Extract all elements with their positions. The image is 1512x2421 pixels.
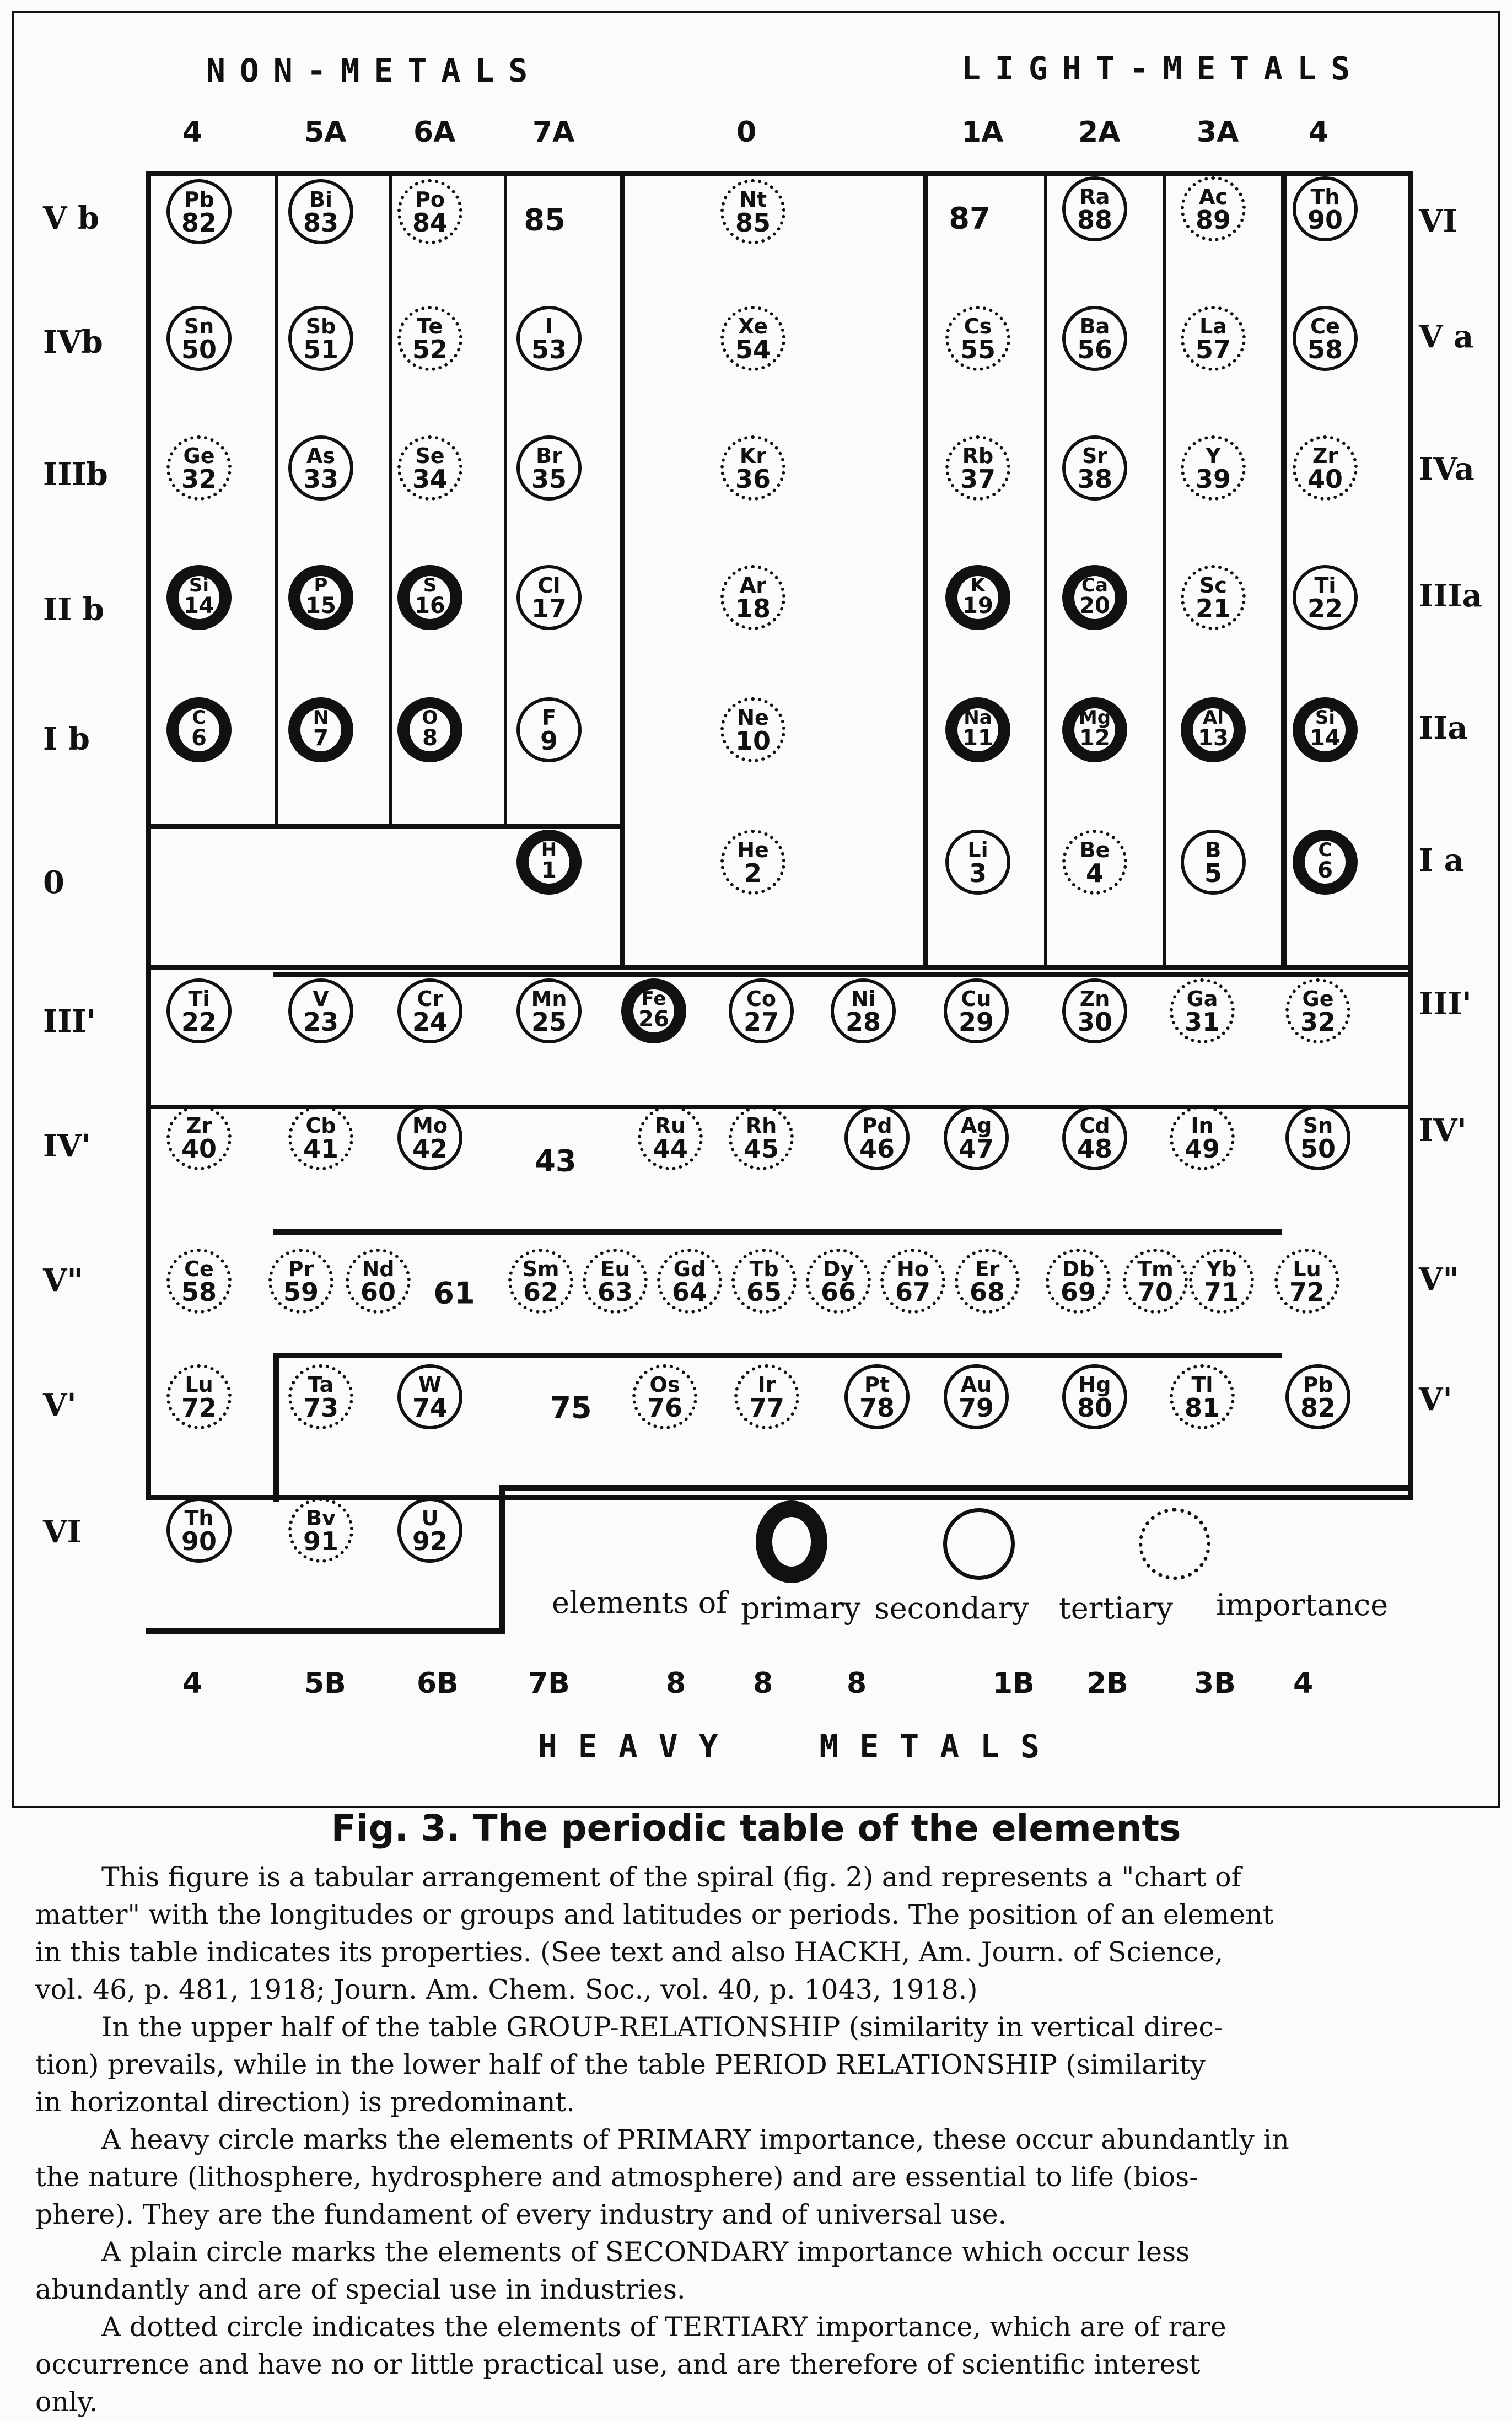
element-sr-38: Sr 38 [1062,435,1127,501]
element-ce-58: Ce 58 [166,1249,232,1314]
right-row-label: IVa [1419,451,1475,487]
element-os-76: Os 76 [632,1364,697,1429]
caption-line: tion) prevails, while in the lower half of the table PERIOD RELATIONSHIP (similarity [35,2049,1206,2080]
top-group-label: 6A [413,116,456,149]
left-row-label: V" [43,1262,83,1299]
element-tb-65: Tb 65 [731,1249,797,1314]
group3a-rule [1163,171,1166,970]
top-group-label: 5A [304,116,347,149]
caption-line: In the upper half of the table GROUP-RELATIONSHIP (similarity in vertical direc- [101,2011,1223,2043]
element-pb-82: Pb 82 [166,179,232,244]
element-43-label: 43 [535,1143,577,1179]
vi-bottom-rule [146,1628,505,1634]
element-sc-21: Sc 21 [1181,565,1246,630]
element-si-14: Si 14 [1293,697,1358,762]
header-heavy-metals: HEAVY METALS [538,1728,1061,1765]
bottom-group-label: 2B [1086,1667,1128,1700]
element-ti-22: Ti 22 [166,978,232,1043]
element-ag-47: Ag 47 [944,1105,1009,1170]
element-cb-41: Cb 41 [288,1105,353,1170]
noble-right-rule [923,171,928,970]
element-gd-64: Gd 64 [657,1249,722,1314]
element-th-90: Th 90 [1293,176,1358,241]
right-row-label: VI [1419,203,1457,239]
element-ni-28: Ni 28 [831,978,896,1043]
element-kr-36: Kr 36 [720,435,785,501]
legend-secondary-label: secondary [874,1591,1029,1626]
header-light-metals: LIGHT-METALS [961,50,1365,87]
legend-tertiary-circle [1139,1508,1210,1580]
element-se-34: Se 34 [397,435,462,501]
top-group-label: 1A [961,116,1004,149]
group7a-rule [504,171,507,827]
right-row-label: I a [1419,842,1464,879]
element-i-53: I 53 [516,306,582,371]
caption-paragraph [35,1859,1479,2009]
caption-line: A heavy circle marks the elements of PRIMARY importance, these occur abundantly in [101,2124,1289,2155]
caption-paragraph [35,2234,1479,2309]
element-zn-30: Zn 30 [1062,978,1127,1043]
element-k-19: K 19 [945,565,1010,630]
element-nd-60: Nd 60 [346,1249,411,1314]
element-p-15: P 15 [288,565,353,630]
legend-primary-label: primary [741,1591,861,1626]
element-li-3: Li 3 [945,830,1010,895]
element-xe-54: Xe 54 [720,306,785,371]
left-row-label: V b [43,200,100,236]
caption-line: matter" with the longitudes or groups and latitudes or periods. The position of an element [35,1899,1274,1930]
caption-paragraph [35,2309,1479,2421]
legend-top-rule [499,1485,1413,1491]
legend-left-rule [499,1485,505,1634]
element-as-33: As 33 [288,435,353,501]
bottom-group-label: 4 [1293,1667,1314,1700]
top-group-label: 7A [532,116,575,149]
element-na-11: Na 11 [945,697,1010,762]
caption-line: A dotted circle indicates the elements of TERTIARY importance, which are of rare [101,2311,1226,2343]
element-yb-71: Yb 71 [1189,1249,1254,1314]
right-row-label: IIa [1419,710,1468,746]
left-row-label: IIIb [43,456,108,493]
element-te-52: Te 52 [397,306,462,371]
element-fe-26: Fe 26 [621,978,686,1043]
element-ge-32: Ge 32 [166,435,232,501]
element-ra-88: Ra 88 [1062,176,1127,241]
row3-top-rule [273,972,1413,977]
caption-line: phere). They are the fundament of every industry and of universal use. [35,2199,1007,2230]
top-group-label: 0 [736,116,757,149]
element-ne-10: Ne 10 [720,697,785,762]
legend-elements-of: elements of [552,1585,728,1620]
left-row-label: IVb [43,324,103,361]
element-he-2: He 2 [720,830,785,895]
element-al-13: Al 13 [1181,697,1246,762]
element-ru-44: Ru 44 [638,1105,703,1170]
element-th-90: Th 90 [166,1498,232,1563]
element-s-16: S 16 [397,565,462,630]
element-mo-42: Mo 42 [397,1105,462,1170]
element-ga-31: Ga 31 [1170,978,1235,1043]
caption-line: in horizontal direction) is predominant. [35,2086,575,2118]
element-n-7: N 7 [288,697,353,762]
left-row-label: VI [43,1514,82,1550]
element-o-8: O 8 [397,697,462,762]
element-pt-78: Pt 78 [844,1364,910,1429]
vi-left-rule [273,1353,279,1502]
element-dy-66: Dy 66 [806,1249,871,1314]
element-f-9: F 9 [516,697,582,762]
left-row-label: 0 [43,864,64,901]
caption-line: abundantly and are of special use in industries. [35,2274,686,2305]
left-row-label: IV' [43,1128,91,1164]
element-be-4: Be 4 [1062,830,1127,895]
element-db-69: Db 69 [1046,1249,1111,1314]
caption-line: occurrence and have no or little practical use, and are therefore of scientific interest [35,2349,1201,2380]
element-lu-72: Lu 72 [166,1364,232,1429]
element-sn-50: Sn 50 [1285,1105,1350,1170]
element-sn-50: Sn 50 [166,306,232,371]
caption-line: only. [35,2386,98,2418]
bottom-group-label: 7B [528,1667,570,1700]
element-rb-37: Rb 37 [945,435,1010,501]
top-group-label: 3A [1197,116,1239,149]
element-ca-20: Ca 20 [1062,565,1127,630]
bottom-group-label: 8 [666,1667,686,1700]
element-pb-82: Pb 82 [1285,1364,1350,1429]
element-c-6: C 6 [1293,830,1358,895]
element-in-49: In 49 [1170,1105,1235,1170]
bottom-group-label: 5B [304,1667,346,1700]
element-er-68: Er 68 [955,1249,1020,1314]
element-c-6: C 6 [166,697,232,762]
element-lu-72: Lu 72 [1274,1249,1339,1314]
element-au-79: Au 79 [944,1364,1009,1429]
group5a-rule [275,171,278,827]
element-cr-24: Cr 24 [397,978,462,1043]
element-ge-32: Ge 32 [1285,978,1350,1043]
legend-secondary-circle [943,1508,1015,1580]
element-rh-45: Rh 45 [729,1105,794,1170]
element-tm-70: Tm 70 [1123,1249,1188,1314]
caption-title: Fig. 3. The periodic table of the elements [331,1807,1181,1849]
element-ta-73: Ta 73 [288,1364,353,1429]
element-tl-81: Tl 81 [1170,1364,1235,1429]
caption-paragraph [35,2121,1479,2234]
nonmetal-bottom-rule [146,824,625,829]
legend-tertiary-label: tertiary [1059,1591,1173,1626]
element-bi-83: Bi 83 [288,179,353,244]
element-ir-77: Ir 77 [734,1364,799,1429]
element-hg-80: Hg 80 [1062,1364,1127,1429]
group2a-rule [1044,171,1047,970]
element-mg-12: Mg 12 [1062,697,1127,762]
element-cs-55: Cs 55 [945,306,1010,371]
row6-top-rule [273,1353,1282,1358]
element-mn-25: Mn 25 [516,978,582,1043]
right-row-label: IV' [1419,1112,1467,1149]
bottom-group-label: 8 [847,1667,867,1700]
element-pd-46: Pd 46 [844,1105,910,1170]
top-group-label: 4 [1309,116,1329,149]
caption-line: vol. 46, p. 481, 1918; Journ. Am. Chem. Soc., vol. 40, p. 1043, 1918.) [35,1974,978,2005]
element-ar-18: Ar 18 [720,565,785,630]
noble-left-rule [620,171,625,970]
top-group-label: 4 [182,116,203,149]
right-row-label: V" [1419,1261,1459,1298]
element-la-57: La 57 [1181,306,1246,371]
right-row-label: V a [1419,319,1474,355]
element-b-5: B 5 [1181,830,1246,895]
element-cu-29: Cu 29 [944,978,1009,1043]
element-75-label: 75 [550,1390,592,1425]
element-v-23: V 23 [288,978,353,1043]
element-ti-22: Ti 22 [1293,565,1358,630]
element-sb-51: Sb 51 [288,306,353,371]
element-pr-59: Pr 59 [268,1249,333,1314]
figure-frame [12,11,1500,1808]
right-row-label: IIIa [1419,578,1482,614]
group4-left-rule [1281,171,1287,970]
element-y-39: Y 39 [1181,435,1246,501]
top-group-label: 2A [1078,116,1121,149]
caption-line: the nature (lithosphere, hydrosphere and atmosphere) and are essential to life (bios- [35,2161,1198,2193]
caption-line: A plain circle marks the elements of SECONDARY importance which occur less [101,2236,1190,2268]
bottom-group-label: 8 [753,1667,773,1700]
caption-line: in this table indicates its properties. (See text and also HACKH, Am. Journ. of Science, [35,1936,1224,1968]
element-nt-85: Nt 85 [720,179,785,244]
element-u-92: U 92 [397,1498,462,1563]
element-po-84: Po 84 [397,179,462,244]
element-co-27: Co 27 [729,978,794,1043]
bottom-group-label: 3B [1194,1667,1236,1700]
left-row-label: III' [43,1003,96,1040]
element-h-1: H 1 [516,830,582,895]
right-row-label: V' [1419,1381,1452,1418]
caption-line: This figure is a tabular arrangement of the spiral (fig. 2) and represents a "chart of [101,1862,1241,1893]
bottom-group-label: 1B [993,1667,1035,1700]
left-row-label: I b [43,721,90,757]
right-row-label: III' [1419,986,1472,1022]
element-85-label: 85 [524,202,566,238]
element-87-label: 87 [949,201,991,236]
element-ba-56: Ba 56 [1062,306,1127,371]
legend-primary-circle [756,1500,827,1583]
element-zr-40: Zr 40 [166,1105,232,1170]
group6a-rule [389,171,392,827]
element-eu-63: Eu 63 [583,1249,648,1314]
left-row-label: II b [43,591,105,628]
element-br-35: Br 35 [516,435,582,501]
element-w-74: W 74 [397,1364,462,1429]
element-sm-62: Sm 62 [508,1249,573,1314]
element-ce-58: Ce 58 [1293,306,1358,371]
bottom-group-label: 4 [182,1667,203,1700]
left-row-label: V' [43,1387,77,1423]
header-non-metals: NON-METALS [206,52,542,89]
caption-paragraph [35,2009,1479,2121]
element-cd-48: Cd 48 [1062,1105,1127,1170]
row5-top-rule [273,1229,1282,1235]
element-ho-67: Ho 67 [880,1249,945,1314]
element-si-14: Si 14 [166,565,232,630]
element-cl-17: Cl 17 [516,565,582,630]
element-61-label: 61 [433,1276,475,1311]
element-ac-89: Ac 89 [1181,176,1246,241]
legend-importance-label: importance [1216,1588,1389,1622]
element-bv-91: Bv 91 [288,1498,353,1563]
bottom-group-label: 6B [417,1667,459,1700]
element-zr-40: Zr 40 [1293,435,1358,501]
